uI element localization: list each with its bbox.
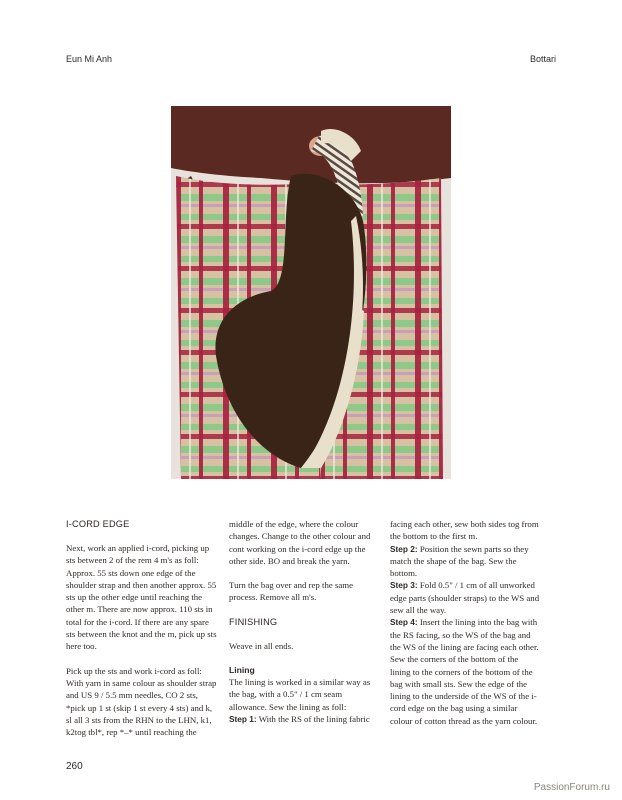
text-column-1 [66, 518, 217, 738]
text-column-3 [390, 518, 540, 727]
step-1 [229, 713, 379, 725]
step-text: Fold 0.5" / 1 cm of all unworked edge parts (shoulder straps) to the WS and sew all the way. [390, 580, 540, 616]
section-heading-icord: I-CORD EDGE [66, 519, 130, 529]
step-text: With the RS of the lining fabric [256, 713, 370, 724]
watermark: PassionForum.ru [533, 782, 610, 793]
header-author: Eun Mi Anh [66, 54, 113, 64]
step-text: Insert the lining into the bag with the RS facing, so the WS of the bag and the WS of the lining are facing each other. Sew the corners of the bottom of the lining to the corners of the bottom of the bag with small sts. Sew the edge of the lining to the underside of the WS of the i-cord edge on the bag using a similar colour of cotton thread as the yarn colour. [390, 617, 539, 726]
step-3 [390, 579, 540, 616]
header-pattern-name: Bottari [529, 54, 556, 64]
bag-photo [171, 106, 451, 479]
paragraph: Next, work an applied i-cord, picking up sts between 2 of the rem 4 m's as foll: Approx. 55 sts down one edge of the shoulder strap and then another approx. 55 sts up the other edge until reaching the other m. There are now approx. 110 sts in total for the i-cord. If there are any spare sts between the knot and the m, pick up sts here too. [66, 543, 217, 652]
paragraph: Turn the bag over and rep the same process. Remove all m's. [229, 580, 354, 603]
subheading-lining: Lining [229, 665, 255, 676]
step-text: Position the sewn parts so they match the shape of the bag. Sew the bottom. [390, 543, 529, 579]
step-label: Step 2: [390, 543, 418, 554]
paragraph: middle of the edge, where the colour changes. Change to the other colour and cont working on the i-cord edge up the other side. BO and break the yarn. [229, 519, 371, 566]
step-label: Step 1: [229, 713, 257, 724]
paragraph: facing each other, sew both sides tog from the bottom to the first m. [390, 519, 539, 542]
step-label: Step 3: [390, 580, 418, 591]
step-label: Step 4: [390, 617, 418, 628]
paragraph: Pick up the sts and work i-cord as foll: With yarn in same colour as shoulder strap and US 9 / 5.5 mm needles, CO 2 sts, *pick up 1 st (skip 1 st every 4 sts) and k, sl all 3 sts from the RHN to the LHN, k1, k2tog tbl*, rep *–* until reaching the [66, 665, 217, 738]
section-heading-finishing: FINISHING [229, 616, 278, 627]
text-column-2 [229, 518, 379, 725]
paragraph: Weave in all ends. [229, 640, 294, 651]
step-4 [390, 616, 540, 727]
step-2 [390, 543, 540, 580]
page-number: 260 [66, 761, 83, 772]
paragraph: The lining is worked in a similar way as the bag, with a 0.5" / 1 cm seam allowance. Sew the lining as foll: [229, 677, 371, 712]
